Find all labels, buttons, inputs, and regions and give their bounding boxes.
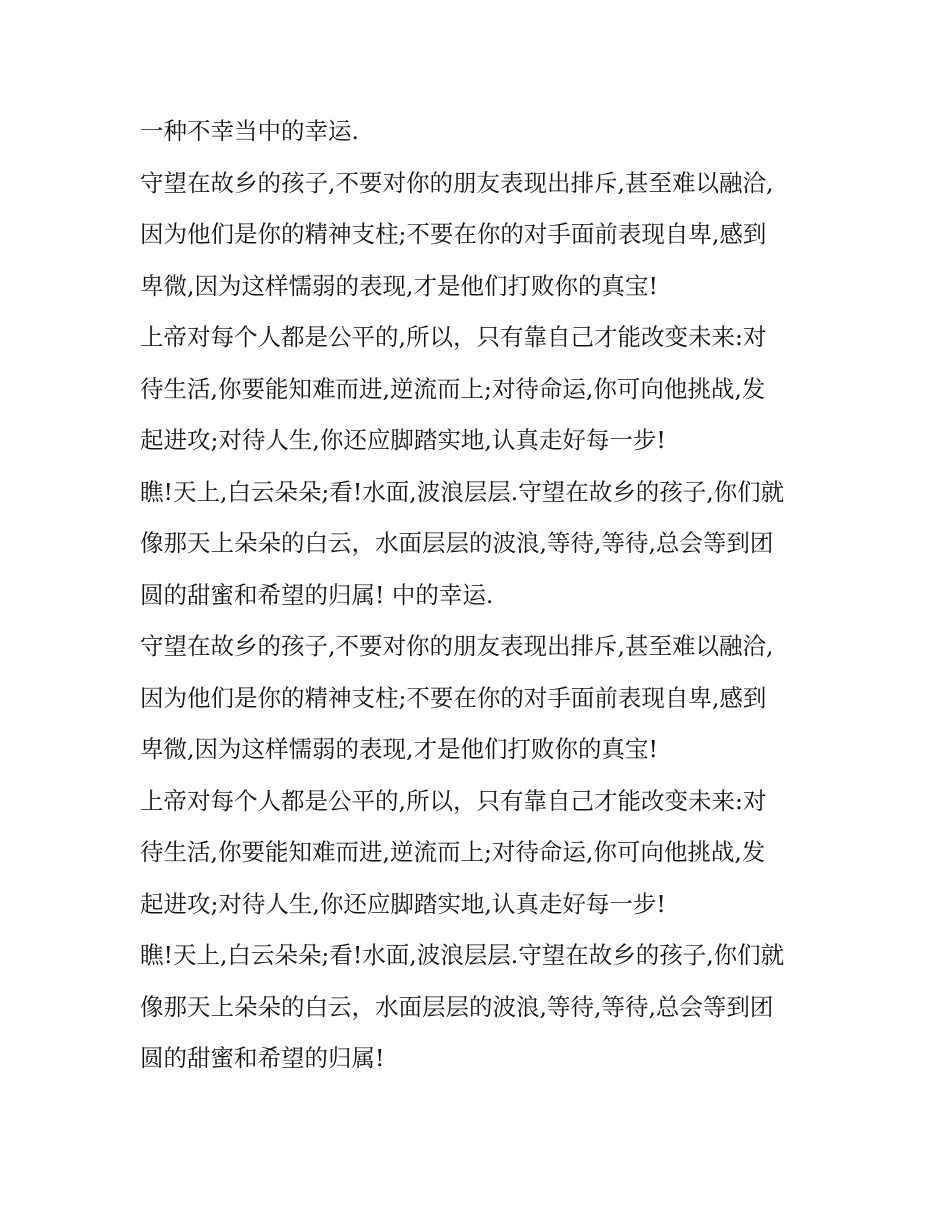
text-line: 上帝对每个人都是公平的,所以，只有靠自己才能改变未来:对 bbox=[140, 786, 767, 815]
text-line: 待生活,你要能知难而进,逆流而上;对待命运,你可向他挑战,发 bbox=[140, 374, 766, 403]
text-line: 卑微,因为这样懦弱的表现,才是他们打败你的真宝! bbox=[140, 735, 658, 763]
text-line: 守望在故乡的孩子,不要对你的朋友表现出排斥,甚至难以融洽, bbox=[140, 168, 774, 197]
text-line: 瞧!天上,白云朵朵;看!水面,波浪层层.守望在故乡的孩子,你们就 bbox=[140, 941, 785, 969]
text-line: 圆的甜蜜和希望的归属! 中的幸运. bbox=[140, 580, 494, 609]
text-line: 因为他们是你的精神支柱;不要在你的对手面前表现自卑,感到 bbox=[140, 683, 767, 712]
text-line: 圆的甜蜜和希望的归属! bbox=[140, 1044, 385, 1072]
text-line: 像那天上朵朵的白云，水面层层的波浪,等待,等待,总会等到团 bbox=[140, 529, 774, 557]
text-line: 守望在故乡的孩子,不要对你的朋友表现出排斥,甚至难以融洽, bbox=[140, 632, 774, 660]
text-line: 一种不幸当中的幸运. bbox=[140, 117, 359, 145]
text-line: 瞧!天上,白云朵朵;看!水面,波浪层层.守望在故乡的孩子,你们就 bbox=[140, 477, 785, 506]
text-line: 像那天上朵朵的白云，水面层层的波浪,等待,等待,总会等到团 bbox=[140, 992, 774, 1021]
text-line: 起进攻;对待人生,你还应脚踏实地,认真走好每一步! bbox=[140, 426, 666, 454]
text-line: 上帝对每个人都是公平的,所以，只有靠自己才能改变未来:对 bbox=[140, 323, 767, 351]
document-body bbox=[140, 106, 820, 1085]
text-line: 起进攻;对待人生,你还应脚踏实地,认真走好每一步! bbox=[140, 889, 666, 918]
text-line: 因为他们是你的精神支柱;不要在你的对手面前表现自卑,感到 bbox=[140, 220, 767, 248]
text-line: 卑微,因为这样懦弱的表现,才是他们打败你的真宝! bbox=[140, 271, 658, 300]
text-line: 待生活,你要能知难而进,逆流而上;对待命运,你可向他挑战,发 bbox=[140, 838, 766, 866]
